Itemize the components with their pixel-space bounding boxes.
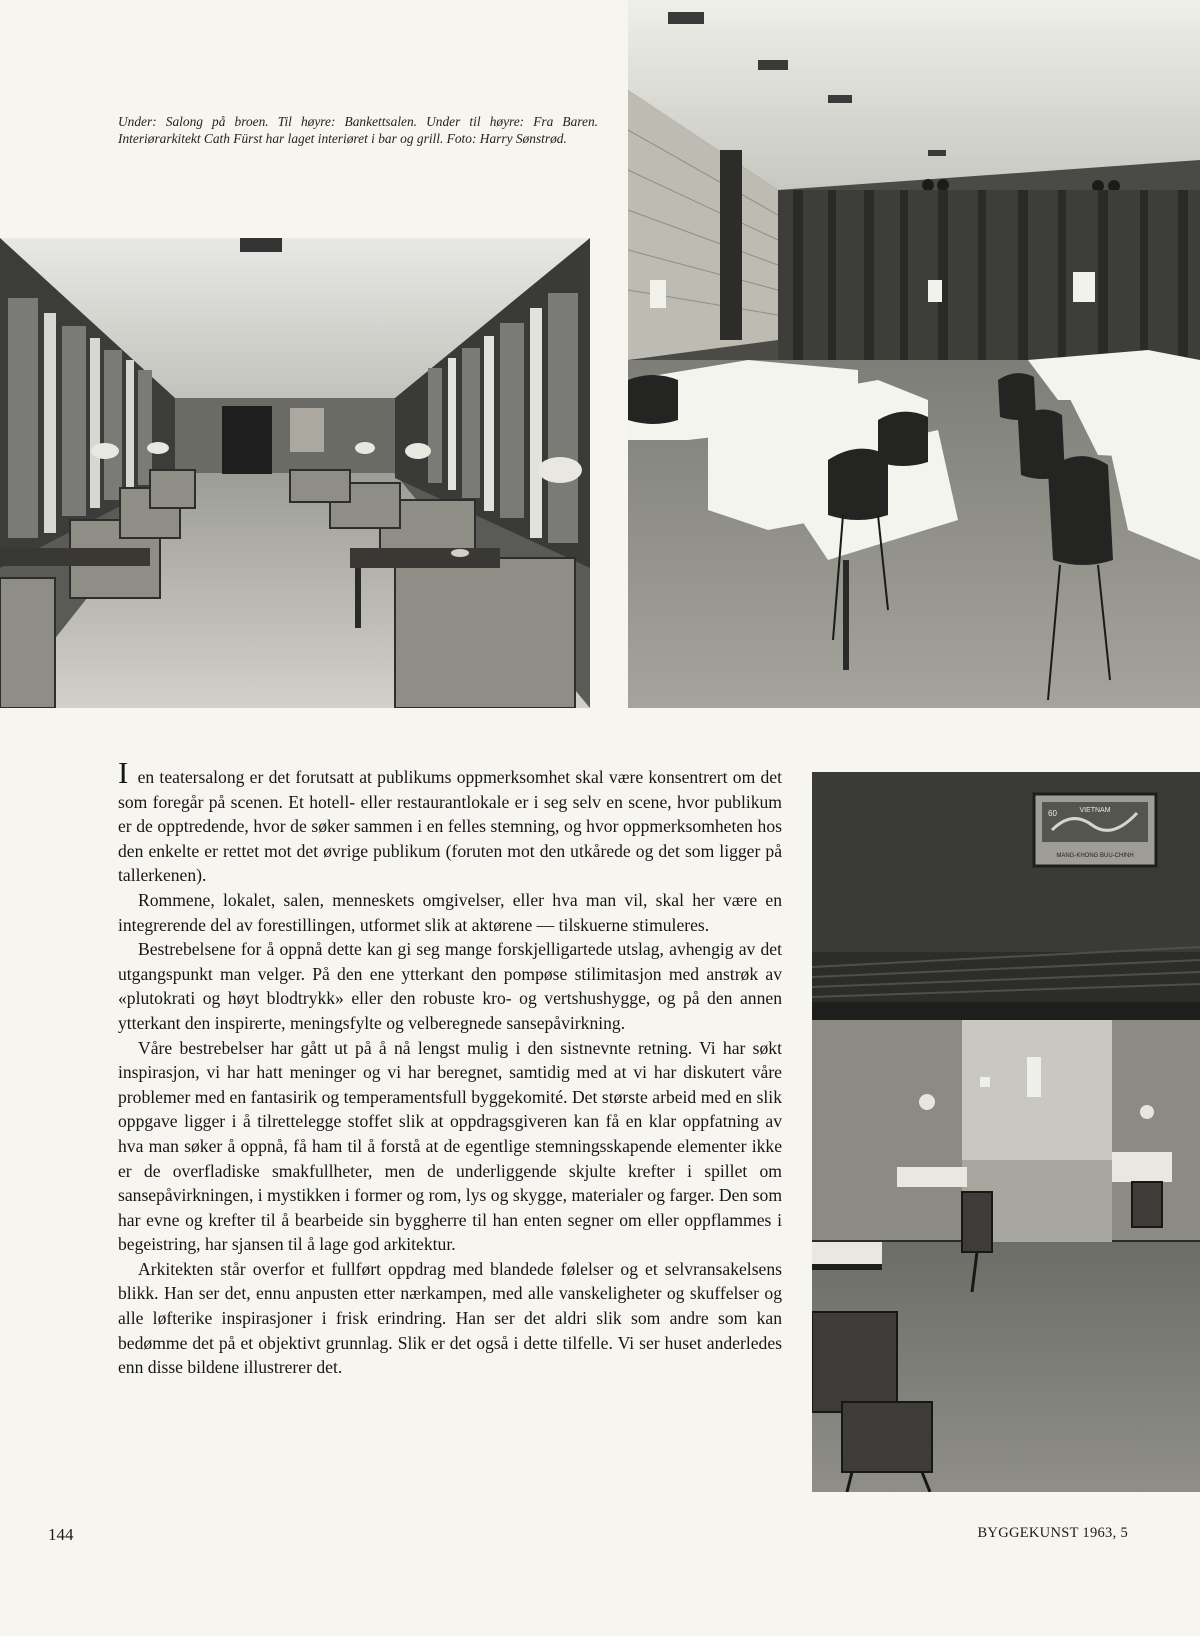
article-paragraph: Rommene, lokalet, salen, menneskets omgivelser, eller hva man vil, skal her være en integrerende del av forestillingen, utformet slik at aktørene — tilskuerne stimuleres. [118, 889, 782, 935]
stamp-value: 60 [1048, 809, 1057, 818]
photo-bar [812, 772, 1200, 1492]
drop-cap: I [118, 755, 129, 790]
page-number: 144 [48, 1525, 74, 1544]
article-paragraph [118, 755, 782, 888]
journal-reference: BYGGEKUNST 1963, 5 [977, 1525, 1128, 1541]
article-paragraph: Våre bestrebelser har gått ut på å nå lengst mulig i den sistnevnte retning. Vi har søkt inspirasjon, vi har hatt meninger og vi har beregnet, samtidig med at vi har diskutert våre problemer med en fantasirik og temperamentsfull byggekomité. Det største arbeid med en slik oppgave ligger i å tilrettelegge stoffet slik at oppdragsgiveren kan få en klar oppfatning av hva man søker å oppnå, få ham til å forstå at de egentlige stemningsskapende elementer ikke er de overfladiske smakfullheter, men de underliggende skjulte krefter i spillet om sansepåvirkningen, i mystikken i former og rom, lys og skygge, materialer og farger. Den som har evne og krefter til å bearbeide sin byggherre til han enten segner om eller oppflammes i begeistring, har sjansen til å lage god arkitektur. [118, 1037, 782, 1255]
paragraph-text: en teatersalong er det forutsatt at publikums oppmerksomhet skal være konsentrert om det som foregår på scenen. Et hotell- eller restaurantlokale er i seg selv en scene, hvor publikum er de opptredende, hvor de søker sammen i en felles stemning, og hvor oppmerksomheten hos den enkelte er rettet mot det øvrige publikum (foruten mot den utkårede og det som ligger på tallerkenen). [118, 767, 782, 886]
banquet-photo-illustration [628, 0, 1200, 708]
article-paragraph: Bestrebelsene for å oppnå dette kan gi seg mange forskjelligartede utslag, avhengig av det utgangspunkt man velger. På den ene ytterkant den pompøse stilimitasjon med anstrøk av «plutokrati og høyt blodtrykk» eller den robuste kro- og vertshushygge, og på den annen ytterkant den inspirerte, meningsfylte og velberegnede sansepåvirkning. [118, 939, 782, 1033]
photo-caption: Under: Salong på broen. Til høyre: Bankettsalen. Under til høyre: Fra Baren. Interiørarkitekt Cath Fürst har laget interiøret i bar og grill. Foto: Harry Sønstrød. [118, 114, 598, 146]
photo-lounge [0, 238, 590, 708]
bar-photo-illustration [812, 772, 1200, 1492]
photo-banquet-hall [628, 0, 1200, 708]
lounge-photo-illustration [0, 238, 590, 708]
article-paragraph: Arkitekten står overfor et fullført oppdrag med blandede følelser og et selvransakelsens blikk. Han ser det, ennu anpusten etter nærkampen, med alle vanskeligheter og skuffelser og alle løfterike inspirasjoner i frisk erindring. Han ser det aldri slik som andre som kan bedømme det på et objektivt grunnlag. Slik er det også i dette tilfelle. Vi ser huset anderledes enn disse bildene illustrerer det. [118, 1258, 782, 1378]
stamp-country: VIETNAM [1079, 807, 1111, 814]
stamp-caption: MANG-KHONG BUU-CHINH [1056, 853, 1134, 859]
article-body [118, 755, 782, 1380]
